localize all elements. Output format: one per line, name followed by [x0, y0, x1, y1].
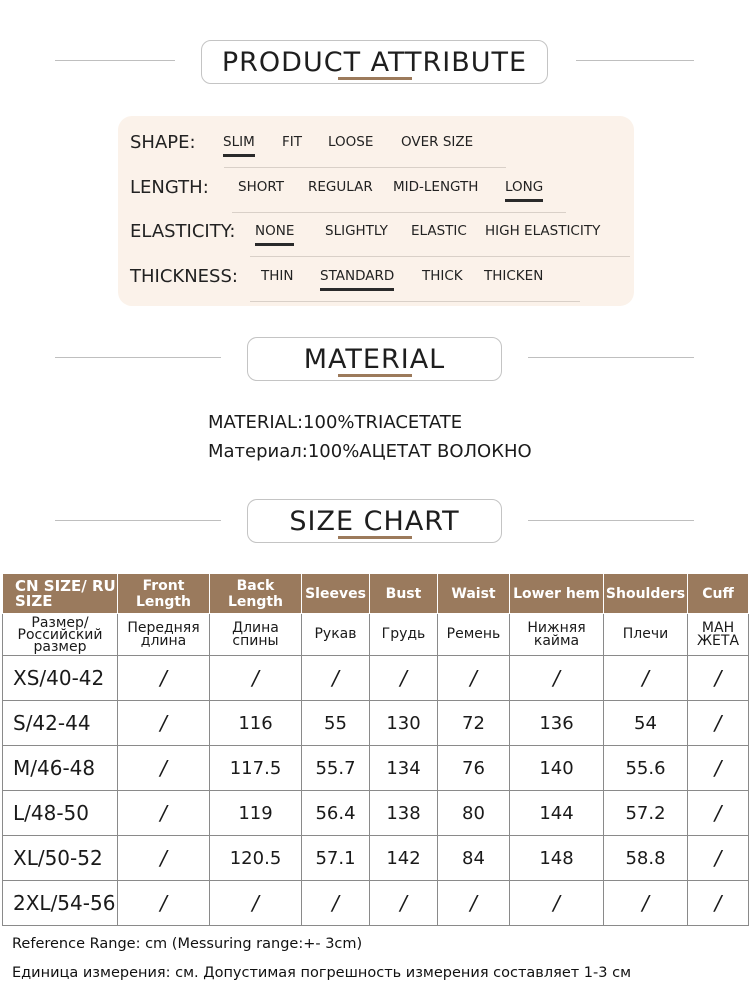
ru-header-cell: МАН ЖЕТА — [688, 614, 749, 656]
measure-cell: 84 — [438, 836, 510, 881]
attr-label: ELASTICITY: — [130, 221, 236, 242]
ru-header-cell: Размер/ Российский размер — [3, 614, 118, 656]
size-chart-table — [2, 573, 749, 926]
attr-row-length — [130, 177, 630, 203]
size-chart-title — [247, 499, 502, 543]
divider-line — [528, 520, 694, 521]
attr-row-shape — [130, 132, 630, 158]
measure-cell: / — [438, 881, 510, 926]
header-cell: CN SIZE/ RU SIZE — [3, 574, 118, 614]
measure-cell: / — [118, 881, 210, 926]
attr-option-selected: STANDARD — [320, 268, 395, 284]
size-cell: L/48-50 — [3, 791, 118, 836]
attr-option: REGULAR — [308, 179, 373, 195]
measure-cell: 119 — [210, 791, 302, 836]
measure-cell: / — [302, 881, 370, 926]
size-cell: M/46-48 — [3, 746, 118, 791]
attr-row-elasticity — [130, 221, 630, 247]
material-en — [208, 412, 462, 433]
measure-cell: 55.6 — [604, 746, 688, 791]
size-cell: 2XL/54-56 — [3, 881, 118, 926]
attr-label: LENGTH: — [130, 177, 209, 198]
measure-cell: / — [604, 881, 688, 926]
attr-row-line — [250, 256, 630, 257]
attr-row-line — [232, 212, 566, 213]
attr-option: FIT — [282, 134, 302, 150]
attr-label: THICKNESS: — [130, 266, 238, 287]
size-cell: XL/50-52 — [3, 836, 118, 881]
measure-cell: 54 — [604, 701, 688, 746]
title-underline — [338, 77, 412, 80]
measurement-note-ru: Единица измерения: см. Допустимая погрешность измерения составляет 1-3 см — [12, 965, 632, 981]
material-ru — [208, 441, 532, 462]
ru-header-cell: Передняя длина — [118, 614, 210, 656]
measure-cell: / — [118, 746, 210, 791]
material-ru-value: 100%АЦЕТАТ ВОЛОКНО — [307, 441, 532, 462]
measure-cell: / — [604, 656, 688, 701]
attr-row-thickness — [130, 266, 630, 292]
measure-cell: / — [210, 881, 302, 926]
attr-option: ELASTIC — [411, 223, 467, 239]
attr-label: SHAPE: — [130, 132, 196, 153]
measure-cell: 117.5 — [210, 746, 302, 791]
header-cell: Front Length — [118, 574, 210, 614]
attr-option: THIN — [261, 268, 294, 284]
measure-cell: / — [688, 836, 749, 881]
table-row — [3, 746, 749, 791]
product-attribute-title — [201, 40, 548, 84]
material-title — [247, 337, 502, 381]
measure-cell: / — [688, 791, 749, 836]
measure-cell: 80 — [438, 791, 510, 836]
measure-cell: 55 — [302, 701, 370, 746]
size-cell: XS/40-42 — [3, 656, 118, 701]
table-row — [3, 881, 749, 926]
header-cell: Bust — [370, 574, 438, 614]
attr-row-line — [224, 167, 506, 168]
header-cell: Back Length — [210, 574, 302, 614]
header-cell: Shoulders — [604, 574, 688, 614]
divider-line — [55, 520, 221, 521]
measure-cell: 56.4 — [302, 791, 370, 836]
ru-header-cell: Плечи — [604, 614, 688, 656]
table-row — [3, 791, 749, 836]
measure-cell: / — [510, 881, 604, 926]
header-cell: Sleeves — [302, 574, 370, 614]
attr-option: THICKEN — [484, 268, 544, 284]
table-row — [3, 836, 749, 881]
attribute-panel — [118, 116, 634, 306]
header-cell: Cuff — [688, 574, 749, 614]
measure-cell: / — [438, 656, 510, 701]
attr-option: THICK — [422, 268, 463, 284]
table-row — [3, 656, 749, 701]
attr-row-line — [250, 301, 580, 302]
table-header-row — [3, 574, 749, 614]
measure-cell: 58.8 — [604, 836, 688, 881]
material-title-text: MATERIAL — [303, 343, 446, 375]
attr-option: MID-LENGTH — [393, 179, 479, 195]
size-chart-title-text: SIZE CHART — [289, 505, 460, 537]
measure-cell: 120.5 — [210, 836, 302, 881]
measure-cell: / — [688, 881, 749, 926]
measure-cell: / — [370, 881, 438, 926]
divider-line — [55, 357, 221, 358]
attr-option-selected: NONE — [255, 223, 295, 239]
measure-cell: / — [688, 701, 749, 746]
divider-line — [576, 60, 694, 61]
measure-cell: / — [118, 836, 210, 881]
measure-cell: 148 — [510, 836, 604, 881]
ru-header-cell: Нижняя кайма — [510, 614, 604, 656]
attr-option-selected: SLIM — [223, 134, 255, 150]
measure-cell: / — [302, 656, 370, 701]
measure-cell: 142 — [370, 836, 438, 881]
measure-cell: / — [688, 746, 749, 791]
measure-cell: / — [370, 656, 438, 701]
measure-cell: 116 — [210, 701, 302, 746]
measure-cell: 136 — [510, 701, 604, 746]
measure-cell: / — [118, 701, 210, 746]
measure-cell: / — [210, 656, 302, 701]
title-underline — [338, 536, 412, 539]
material-en-value: 100%TRIACETATE — [303, 412, 463, 433]
size-cell: S/42-44 — [3, 701, 118, 746]
measure-cell: / — [118, 656, 210, 701]
table-ru-header-row — [3, 614, 749, 656]
measure-cell: 130 — [370, 701, 438, 746]
measure-cell: 57.1 — [302, 836, 370, 881]
measure-cell: 76 — [438, 746, 510, 791]
measure-cell: 57.2 — [604, 791, 688, 836]
attr-option: HIGH ELASTICITY — [485, 223, 601, 239]
material-en-label: MATERIAL: — [208, 412, 304, 433]
measure-cell: / — [118, 791, 210, 836]
measure-cell: 72 — [438, 701, 510, 746]
measure-cell: / — [510, 656, 604, 701]
measure-cell: 138 — [370, 791, 438, 836]
table-row — [3, 701, 749, 746]
attr-option: OVER SIZE — [401, 134, 474, 150]
ru-header-cell: Ремень — [438, 614, 510, 656]
header-cell: Lower hem — [510, 574, 604, 614]
measure-cell: 134 — [370, 746, 438, 791]
divider-line — [528, 357, 694, 358]
product-attribute-title-text: PRODUCT ATTRIBUTE — [221, 46, 528, 78]
attr-option: SLIGHTLY — [325, 223, 388, 239]
attr-option-selected: LONG — [505, 179, 544, 195]
ru-header-cell: Длина спины — [210, 614, 302, 656]
header-cell: Waist — [438, 574, 510, 614]
measure-cell: 144 — [510, 791, 604, 836]
material-ru-label: Материал: — [208, 441, 308, 462]
attr-option: SHORT — [238, 179, 284, 195]
measure-cell: 55.7 — [302, 746, 370, 791]
measure-cell: / — [688, 656, 749, 701]
reference-range-note: Reference Range: cm (Messuring range:+- 3cm) — [12, 936, 363, 952]
divider-line — [55, 60, 175, 61]
title-underline — [338, 374, 412, 377]
ru-header-cell: Грудь — [370, 614, 438, 656]
ru-header-cell: Рукав — [302, 614, 370, 656]
measure-cell: 140 — [510, 746, 604, 791]
attr-option: LOOSE — [328, 134, 374, 150]
